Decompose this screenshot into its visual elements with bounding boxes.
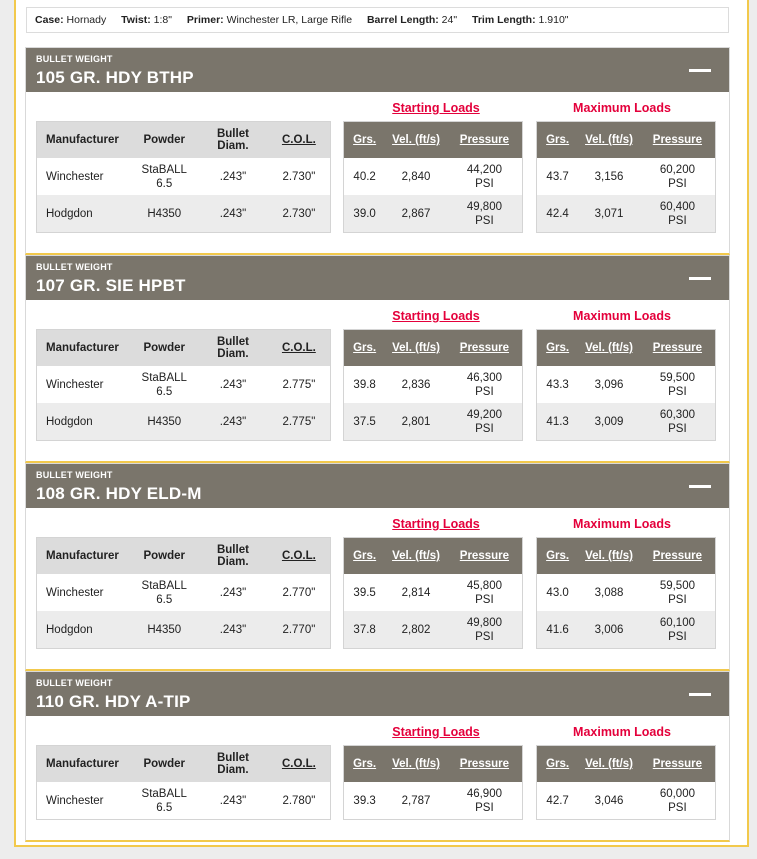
grains-cell: 39.8 bbox=[344, 366, 386, 403]
bullet-title: 108 GR. HDY ELD-M bbox=[36, 484, 202, 503]
col-header-velocity[interactable]: Vel. (ft/s) bbox=[385, 330, 447, 367]
bullet-load-card bbox=[25, 463, 730, 671]
pressure-cell: 60,300 PSI bbox=[640, 403, 716, 441]
load-spec-table bbox=[36, 745, 331, 820]
bullet-load-card bbox=[25, 255, 730, 463]
col-header-grs[interactable]: Grs. bbox=[537, 746, 579, 783]
bullet-load-card bbox=[25, 671, 730, 842]
maximum-loads-label: Maximum Loads bbox=[573, 517, 671, 531]
col-header-velocity[interactable]: Vel. (ft/s) bbox=[578, 330, 640, 367]
grains-cell: 39.0 bbox=[344, 195, 386, 233]
col-cell: 2.780" bbox=[268, 782, 331, 820]
col-header-grs[interactable]: Grs. bbox=[537, 122, 579, 159]
starting-loads-table bbox=[343, 745, 523, 820]
card-header[interactable] bbox=[26, 672, 729, 716]
col-header-pressure[interactable]: Pressure bbox=[447, 330, 523, 367]
grains-cell: 37.5 bbox=[344, 403, 386, 441]
col-header-velocity[interactable]: Vel. (ft/s) bbox=[385, 122, 447, 159]
col-header-grs[interactable]: Grs. bbox=[344, 746, 386, 783]
table-row bbox=[344, 403, 523, 441]
powder-cell: H4350 bbox=[130, 611, 198, 649]
pressure-cell: 49,800 PSI bbox=[447, 195, 523, 233]
manufacturer-cell: Winchester bbox=[37, 782, 131, 820]
velocity-cell: 2,801 bbox=[385, 403, 447, 441]
velocity-cell: 2,814 bbox=[385, 574, 447, 611]
card-header[interactable] bbox=[26, 48, 729, 92]
bullet-weight-label: BULLET WEIGHT bbox=[36, 54, 113, 64]
pressure-cell: 46,300 PSI bbox=[447, 366, 523, 403]
grains-cell: 43.7 bbox=[537, 158, 579, 195]
collapse-icon[interactable] bbox=[689, 485, 711, 488]
collapse-icon[interactable] bbox=[689, 277, 711, 280]
powder-cell: H4350 bbox=[130, 403, 198, 441]
velocity-cell: 2,836 bbox=[385, 366, 447, 403]
pressure-cell: 45,800 PSI bbox=[447, 574, 523, 611]
bullet-weight-label: BULLET WEIGHT bbox=[36, 470, 113, 480]
bullet-diam-cell: .243" bbox=[198, 574, 268, 611]
load-spec-table bbox=[36, 329, 331, 441]
table-row bbox=[37, 366, 331, 403]
bullet-weight-label: BULLET WEIGHT bbox=[36, 262, 113, 272]
table-row bbox=[344, 574, 523, 611]
manufacturer-cell: Hodgdon bbox=[37, 403, 131, 441]
col-header-velocity[interactable]: Vel. (ft/s) bbox=[385, 538, 447, 575]
powder-cell: H4350 bbox=[130, 195, 198, 233]
col-header-pressure[interactable]: Pressure bbox=[447, 122, 523, 159]
maximum-loads-table bbox=[536, 121, 716, 233]
grains-cell: 42.4 bbox=[537, 195, 579, 233]
table-row bbox=[344, 366, 523, 403]
spec-primer: Primer: Winchester LR, Large Rifle bbox=[186, 14, 353, 26]
col-header-grs[interactable]: Grs. bbox=[344, 122, 386, 159]
bullet-load-card bbox=[25, 47, 730, 255]
card-header[interactable] bbox=[26, 256, 729, 300]
col-header-pressure[interactable]: Pressure bbox=[640, 122, 716, 159]
col-header-velocity[interactable]: Vel. (ft/s) bbox=[578, 746, 640, 783]
starting-loads-label: Starting Loads bbox=[392, 309, 480, 323]
table-row bbox=[37, 782, 331, 820]
col-header-velocity[interactable]: Vel. (ft/s) bbox=[578, 122, 640, 159]
starting-loads-table bbox=[343, 121, 523, 233]
velocity-cell: 3,071 bbox=[578, 195, 640, 233]
col-cell: 2.770" bbox=[268, 574, 331, 611]
pressure-cell: 60,400 PSI bbox=[640, 195, 716, 233]
col-header-grs[interactable]: Grs. bbox=[537, 330, 579, 367]
table-row bbox=[37, 195, 331, 233]
velocity-cell: 2,802 bbox=[385, 611, 447, 649]
spec-trim-length: Trim Length: 1.910" bbox=[472, 14, 569, 26]
starting-loads-label: Starting Loads bbox=[392, 725, 480, 739]
velocity-cell: 2,867 bbox=[385, 195, 447, 233]
col-header-bullet-diam: Bullet Diam. bbox=[198, 330, 268, 367]
pressure-cell: 59,500 PSI bbox=[640, 574, 716, 611]
table-row bbox=[344, 782, 523, 820]
pressure-cell: 49,800 PSI bbox=[447, 611, 523, 649]
spec-case: Case: Hornady bbox=[35, 14, 107, 26]
table-row bbox=[537, 611, 716, 649]
pressure-cell: 60,200 PSI bbox=[640, 158, 716, 195]
maximum-loads-label: Maximum Loads bbox=[573, 309, 671, 323]
table-row bbox=[537, 782, 716, 820]
col-header-pressure[interactable]: Pressure bbox=[447, 538, 523, 575]
collapse-icon[interactable] bbox=[689, 693, 711, 696]
maximum-loads-label: Maximum Loads bbox=[573, 101, 671, 115]
col-header-pressure[interactable]: Pressure bbox=[640, 746, 716, 783]
col-header-velocity[interactable]: Vel. (ft/s) bbox=[385, 746, 447, 783]
col-header-powder: Powder bbox=[130, 330, 198, 367]
powder-cell: StaBALL 6.5 bbox=[130, 366, 198, 403]
manufacturer-cell: Winchester bbox=[37, 158, 131, 195]
collapse-icon[interactable] bbox=[689, 69, 711, 72]
card-header[interactable] bbox=[26, 464, 729, 508]
bullet-diam-cell: .243" bbox=[198, 366, 268, 403]
pressure-cell: 44,200 PSI bbox=[447, 158, 523, 195]
bullet-diam-cell: .243" bbox=[198, 195, 268, 233]
starting-loads-label: Starting Loads bbox=[392, 517, 480, 531]
table-row bbox=[537, 403, 716, 441]
table-row bbox=[37, 158, 331, 195]
col-header-bullet-diam: Bullet Diam. bbox=[198, 746, 268, 783]
col-header-manufacturer: Manufacturer bbox=[37, 122, 131, 159]
spec-twist: Twist: 1:8" bbox=[121, 14, 172, 26]
col-header-manufacturer: Manufacturer bbox=[37, 330, 131, 367]
grains-cell: 37.8 bbox=[344, 611, 386, 649]
bullet-title: 110 GR. HDY A-TIP bbox=[36, 692, 191, 711]
table-row bbox=[37, 403, 331, 441]
bullet-diam-cell: .243" bbox=[198, 403, 268, 441]
bullet-diam-cell: .243" bbox=[198, 782, 268, 820]
spec-barrel-length: Barrel Length: 24" bbox=[366, 14, 458, 26]
manufacturer-cell: Hodgdon bbox=[37, 611, 131, 649]
bullet-diam-cell: .243" bbox=[198, 611, 268, 649]
powder-cell: StaBALL 6.5 bbox=[130, 574, 198, 611]
col-header-col[interactable]: C.O.L. bbox=[268, 746, 331, 783]
col-cell: 2.730" bbox=[268, 158, 331, 195]
table-row bbox=[344, 611, 523, 649]
col-header-pressure[interactable]: Pressure bbox=[640, 538, 716, 575]
col-header-powder: Powder bbox=[130, 538, 198, 575]
velocity-cell: 3,046 bbox=[578, 782, 640, 820]
pressure-cell: 46,900 PSI bbox=[447, 782, 523, 820]
col-header-grs[interactable]: Grs. bbox=[344, 330, 386, 367]
bullet-weight-label: BULLET WEIGHT bbox=[36, 678, 113, 688]
grains-cell: 39.3 bbox=[344, 782, 386, 820]
bullet-title: 107 GR. SIE HPBT bbox=[36, 276, 186, 295]
starting-loads-table bbox=[343, 329, 523, 441]
col-header-col[interactable]: C.O.L. bbox=[268, 122, 331, 159]
velocity-cell: 3,006 bbox=[578, 611, 640, 649]
velocity-cell: 3,156 bbox=[578, 158, 640, 195]
col-header-powder: Powder bbox=[130, 746, 198, 783]
col-cell: 2.770" bbox=[268, 611, 331, 649]
col-cell: 2.730" bbox=[268, 195, 331, 233]
bullet-diam-cell: .243" bbox=[198, 158, 268, 195]
grains-cell: 42.7 bbox=[537, 782, 579, 820]
col-cell: 2.775" bbox=[268, 403, 331, 441]
manufacturer-cell: Winchester bbox=[37, 574, 131, 611]
col-header-velocity[interactable]: Vel. (ft/s) bbox=[578, 538, 640, 575]
velocity-cell: 3,009 bbox=[578, 403, 640, 441]
load-spec-table bbox=[36, 537, 331, 649]
pressure-cell: 49,200 PSI bbox=[447, 403, 523, 441]
grains-cell: 43.3 bbox=[537, 366, 579, 403]
starting-loads-table bbox=[343, 537, 523, 649]
pressure-cell: 60,100 PSI bbox=[640, 611, 716, 649]
velocity-cell: 2,840 bbox=[385, 158, 447, 195]
table-row bbox=[537, 158, 716, 195]
velocity-cell: 3,096 bbox=[578, 366, 640, 403]
bullet-title: 105 GR. HDY BTHP bbox=[36, 68, 194, 87]
pressure-cell: 59,500 PSI bbox=[640, 366, 716, 403]
col-header-grs[interactable]: Grs. bbox=[537, 538, 579, 575]
grains-cell: 41.6 bbox=[537, 611, 579, 649]
maximum-loads-table bbox=[536, 329, 716, 441]
table-row bbox=[344, 158, 523, 195]
table-row bbox=[37, 611, 331, 649]
table-row bbox=[37, 574, 331, 611]
powder-cell: StaBALL 6.5 bbox=[130, 158, 198, 195]
col-header-manufacturer: Manufacturer bbox=[37, 538, 131, 575]
grains-cell: 43.0 bbox=[537, 574, 579, 611]
velocity-cell: 2,787 bbox=[385, 782, 447, 820]
starting-loads-label: Starting Loads bbox=[392, 101, 480, 115]
col-header-manufacturer: Manufacturer bbox=[37, 746, 131, 783]
manufacturer-cell: Winchester bbox=[37, 366, 131, 403]
col-header-pressure[interactable]: Pressure bbox=[447, 746, 523, 783]
load-spec-table bbox=[36, 121, 331, 233]
col-cell: 2.775" bbox=[268, 366, 331, 403]
table-row bbox=[537, 574, 716, 611]
maximum-loads-label: Maximum Loads bbox=[573, 725, 671, 739]
grains-cell: 40.2 bbox=[344, 158, 386, 195]
col-header-col[interactable]: C.O.L. bbox=[268, 538, 331, 575]
maximum-loads-table bbox=[536, 537, 716, 649]
col-header-grs[interactable]: Grs. bbox=[344, 538, 386, 575]
col-header-bullet-diam: Bullet Diam. bbox=[198, 538, 268, 575]
pressure-cell: 60,000 PSI bbox=[640, 782, 716, 820]
powder-cell: StaBALL 6.5 bbox=[130, 782, 198, 820]
grains-cell: 41.3 bbox=[537, 403, 579, 441]
manufacturer-cell: Hodgdon bbox=[37, 195, 131, 233]
maximum-loads-table bbox=[536, 745, 716, 820]
col-header-bullet-diam: Bullet Diam. bbox=[198, 122, 268, 159]
velocity-cell: 3,088 bbox=[578, 574, 640, 611]
col-header-col[interactable]: C.O.L. bbox=[268, 330, 331, 367]
table-row bbox=[537, 195, 716, 233]
col-header-powder: Powder bbox=[130, 122, 198, 159]
table-row bbox=[344, 195, 523, 233]
cartridge-specs-bar bbox=[26, 7, 729, 33]
col-header-pressure[interactable]: Pressure bbox=[640, 330, 716, 367]
grains-cell: 39.5 bbox=[344, 574, 386, 611]
table-row bbox=[537, 366, 716, 403]
